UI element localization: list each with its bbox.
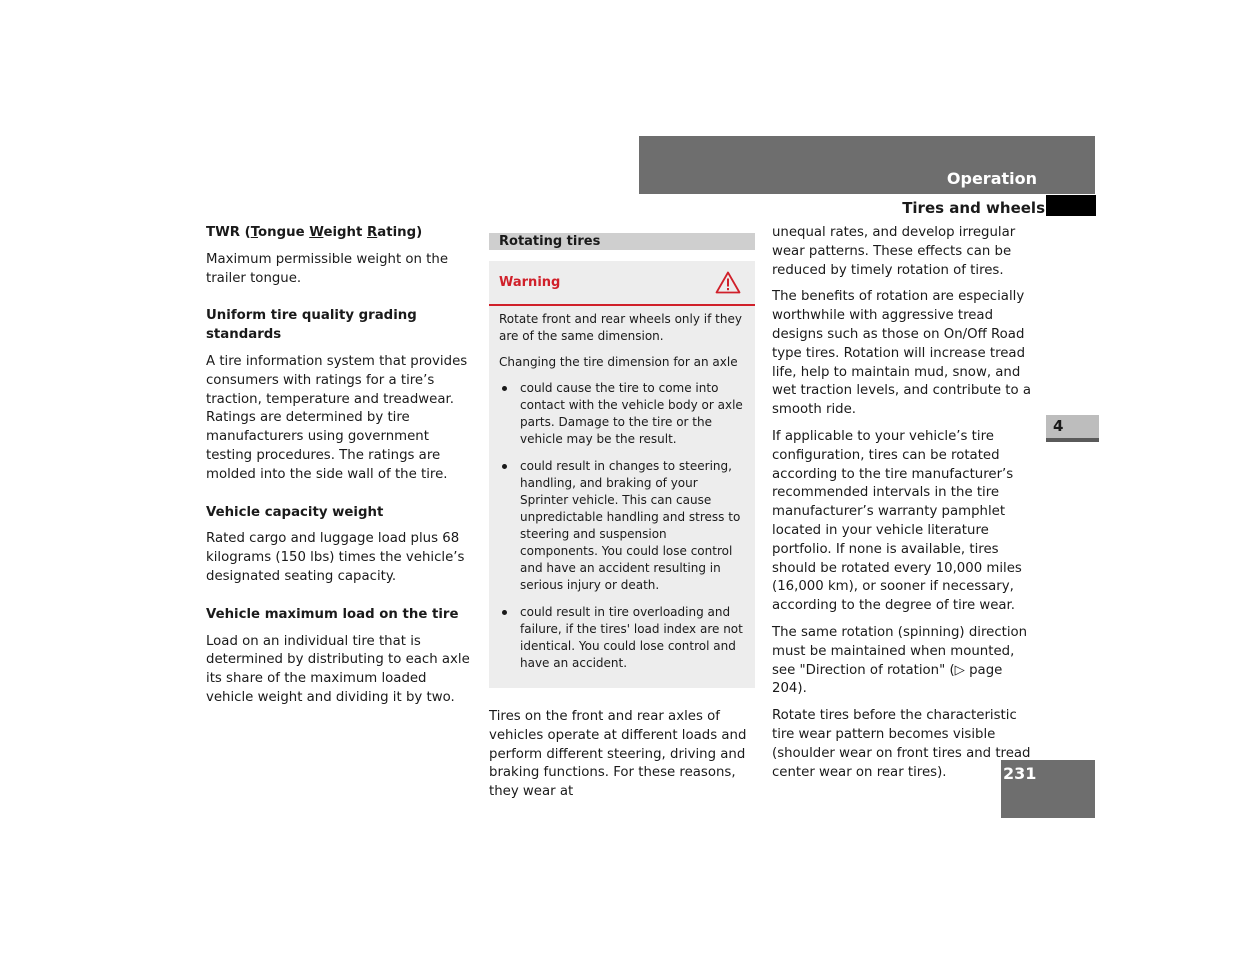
column-middle [489, 224, 755, 810]
subsection-marker [1046, 195, 1096, 216]
twr-text: Maximum permissible weight on the trailer tongue. [206, 251, 449, 286]
paragraph-benefits: The benefits of rotation are especially worthwhile with aggressive tread designs such as those on On/Off Road type tires. Rotation will increase tread life, help to maintain mud, snow, and wet traction levels, and contribute to a smooth ride. [772, 289, 1032, 418]
page-number: 231 [1003, 764, 1037, 783]
column-right [772, 224, 1036, 790]
paragraph-timing: Rotate tires before the characteristic tire wear pattern becomes visible (shoulder wear on front tires and tread center wear on rear tires). [772, 708, 1031, 780]
warning-bullet: could result in tire overloading and failure, if the tires' load index are not identical. You could lose control and have an accident. [499, 604, 745, 672]
paragraph-wear: unequal rates, and develop irregular wear patterns. These effects can be reduced by timely rotation of tires. [772, 225, 1016, 278]
subsection-title: Tires and wheels [902, 199, 1045, 217]
section-title: Operation [946, 169, 1037, 188]
vml-heading: Vehicle maximum load on the tire [206, 606, 459, 622]
warning-bullet: could cause the tire to come into contact with the vehicle body or axle parts. Damage to the tire or the vehicle may be the result. [499, 380, 745, 448]
vcw-text: Rated cargo and luggage load plus 68 kilograms (150 lbs) times the vehicle’s designated seating capacity. [206, 531, 465, 584]
page-reference-link[interactable]: page 204). [772, 662, 1003, 697]
chapter-number: 4 [1053, 417, 1064, 435]
paragraph-direction: The same rotation (spinning) direction must be maintained when mounted, see "Direction of rotation" (▷ page 204). [772, 624, 1028, 697]
warning-line-2: Changing the tire dimension for an axle [499, 355, 738, 369]
warning-box [489, 261, 755, 688]
warning-bullet-list [499, 380, 745, 672]
page-reference-arrow-icon: ▷ [954, 662, 965, 678]
chapter-tab[interactable] [1046, 415, 1099, 442]
vml-text: Load on an individual tire that is determined by distributing to each axle its share of the maximum loaded vehicle weight and dividing it by two. [206, 633, 470, 705]
utqg-text: A tire information system that provides consumers with ratings for a tire’s traction, temperature and treadwear. Ratings are determined by tire manufacturers using government testing procedures. The ratings are molded into the side wall of the tire. [206, 353, 468, 482]
warning-header [489, 261, 755, 306]
warning-body [489, 306, 755, 672]
paragraph-intervals: If applicable to your vehicle’s tire configuration, tires can be rotated according to the tire manufacturer’s recommended intervals in the tire manufacturer’s warranty pamphlet located in your vehicle literature portfolio. If none is available, tires should be rotated every 10,000 miles (16,000 km), or sooner if necessary, according to the degree of tire wear. [772, 428, 1022, 614]
warning-bullet: could result in changes to steering, handling, and braking of your Sprinter vehicle. This can cause unpredictable handling and stress to steering and suspension components. You could lose control and have an accident resulting in serious injury or death. [499, 458, 745, 594]
vcw-heading: Vehicle capacity weight [206, 504, 384, 520]
header-bar [639, 136, 1095, 194]
warning-line-1: Rotate front and rear wheels only if they are of the same dimension. [499, 312, 742, 343]
rotation-intro-text: Tires on the front and rear axles of vehicles operate at different loads and perform different steering, driving and braking functions. For these reasons, they wear at [489, 709, 747, 800]
twr-heading: TWR (Tongue Weight Rating) [206, 225, 423, 240]
rotating-tires-heading: Rotating tires [489, 233, 755, 250]
utqg-heading: Uniform tire quality grading standards [206, 308, 417, 343]
warning-label: Warning [499, 275, 561, 290]
warning-triangle-icon [715, 271, 741, 294]
column-left [206, 224, 470, 716]
